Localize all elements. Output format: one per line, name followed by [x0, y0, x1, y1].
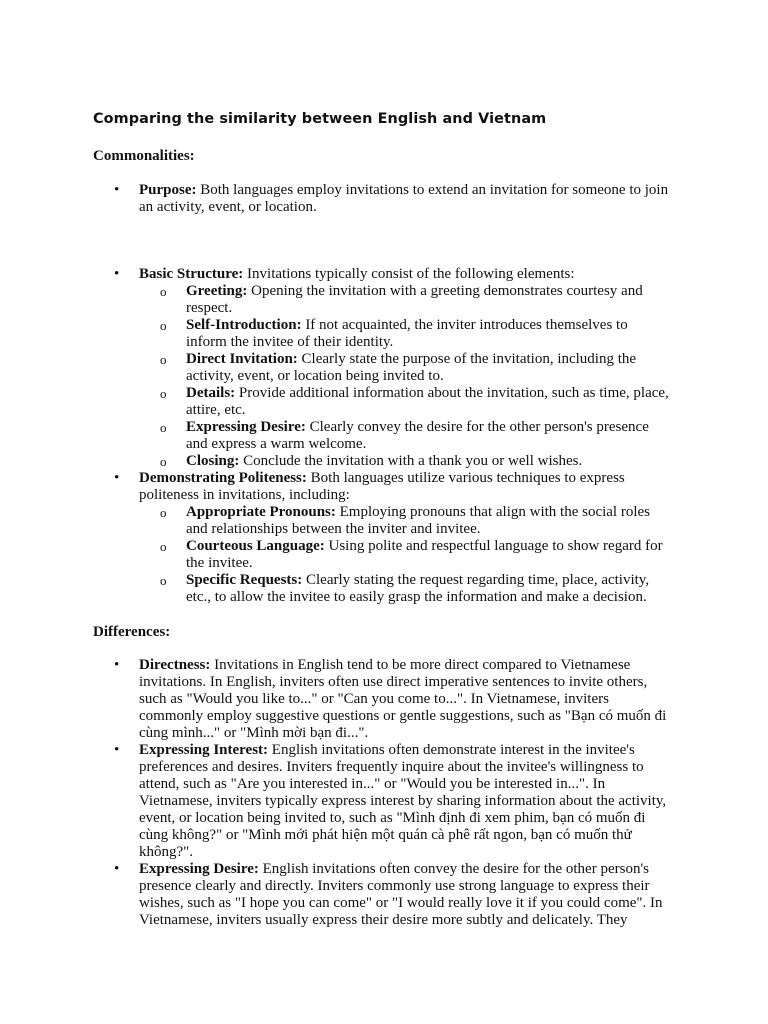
item-term: Greeting: — [186, 283, 248, 299]
item-term: Demonstrating Politeness: — [139, 470, 307, 486]
circle-bullet-icon: o — [160, 454, 167, 469]
sublist-item-details — [160, 385, 669, 419]
circle-bullet-icon: o — [160, 318, 167, 333]
circle-bullet-icon: o — [160, 386, 167, 401]
differences-heading: Differences: — [93, 624, 171, 640]
item-text: Using polite and respectful language to show regard for the invitee. — [186, 538, 663, 571]
list-item-expressing-desire — [0, 861, 669, 929]
list-item-purpose — [0, 182, 669, 216]
bullet-icon: • — [114, 470, 120, 486]
item-term: Self-Introduction: — [186, 317, 302, 333]
item-term: Direct Invitation: — [186, 351, 298, 367]
circle-bullet-icon: o — [160, 284, 167, 299]
item-text: Conclude the invitation with a thank you or well wishes. — [239, 453, 583, 469]
bullet-icon: • — [114, 861, 120, 877]
bullet-icon: • — [114, 266, 120, 282]
item-term: Appropriate Pronouns: — [186, 504, 336, 520]
item-term: Courteous Language: — [186, 538, 325, 554]
item-text: Clearly stating the request regarding time, place, activity, etc., to allow the invitee to easily grasp the information and make a decision. — [186, 572, 650, 605]
item-text: Clearly convey the desire for the other person's presence and express a warm welcome. — [186, 419, 649, 452]
item-term: Basic Structure: — [139, 266, 244, 282]
item-term: Closing: — [186, 453, 240, 469]
list-item-demonstrating-politeness — [0, 470, 669, 504]
item-text: Both languages utilize various techniques to express politeness in invitations, including: — [139, 470, 625, 503]
item-term: Directness: — [139, 657, 211, 673]
list-item-basic-structure — [0, 266, 669, 283]
item-text: Both languages employ invitations to extend an invitation for someone to join an activity, event, or location. — [139, 182, 669, 215]
sublist-container — [0, 283, 768, 470]
item-text: Invitations typically consist of the following elements: — [243, 266, 575, 282]
item-term: Purpose: — [139, 182, 197, 198]
circle-bullet-icon: o — [160, 505, 167, 520]
bullet-icon: • — [114, 742, 120, 758]
item-text: English invitations often convey the desire for the other person's presence clearly and directly. Inviters commonly use strong language to express their wishes, such as "I hope you can come" or "I would really love it if you could come". In Vietnamese, inviters usually express their desire more subtly and delicately. They — [139, 861, 663, 928]
item-text: English invitations often demonstrate interest in the invitee's preferences and desires. Inviters frequently inquire about the invitee's willingness to attend, such as "Are you interested in..." or "Would you be interested in...". In Vietnamese, inviters typically express interest by sharing information about the activity, event, or location being invited to, such as "Mình định đi xem phim, bạn có muốn đi cùng không?" or "Mình mới phát hiện một quán cà phê rất ngon, bạn có muốn thử không?". — [139, 742, 667, 860]
item-term: Specific Requests: — [186, 572, 303, 588]
sublist-item-greeting — [160, 283, 669, 317]
item-text: If not acquainted, the inviter introduces themselves to inform the invitee of their identity. — [186, 317, 628, 350]
circle-bullet-icon: o — [160, 573, 167, 588]
commonalities-list — [0, 266, 768, 606]
sublist-item-courteous-language — [160, 538, 669, 572]
item-text: Provide additional information about the invitation, such as time, place, attire, etc. — [186, 385, 669, 418]
item-text: Employing pronouns that align with the social roles and relationships between the inviter and invitee. — [186, 504, 651, 537]
circle-bullet-icon: o — [160, 539, 167, 554]
basic-structure-sublist — [0, 283, 768, 470]
item-term: Expressing Interest: — [139, 742, 269, 758]
politeness-sublist — [0, 504, 768, 606]
sublist-item-closing — [160, 453, 669, 470]
sublist-item-self-introduction — [160, 317, 669, 351]
list-item-directness — [0, 657, 669, 742]
item-term: Details: — [186, 385, 236, 401]
bullet-icon: • — [114, 182, 120, 198]
bullet-icon: • — [114, 657, 120, 673]
item-term: Expressing Desire: — [186, 419, 306, 435]
sublist-container — [0, 504, 768, 606]
item-text: Opening the invitation with a greeting demonstrates courtesy and respect. — [186, 283, 643, 316]
sublist-item-direct-invitation — [160, 351, 669, 385]
commonalities-list-purpose — [0, 182, 768, 216]
list-item-expressing-interest — [0, 742, 669, 861]
circle-bullet-icon: o — [160, 352, 167, 367]
differences-list — [0, 657, 768, 929]
item-term: Expressing Desire: — [139, 861, 259, 877]
sublist-item-expressing-desire — [160, 419, 669, 453]
item-text: Invitations in English tend to be more direct compared to Vietnamese invitations. In English, inviters often use direct imperative sentences to invite others, such as "Would you like to..." or "Can you come to...". In Vietnamese, inviters commonly employ suggestive questions or gentle suggestions, such as "Bạn có muốn đi cùng mình..." or "Mình mời bạn đi...". — [139, 657, 667, 741]
circle-bullet-icon: o — [160, 420, 167, 435]
sublist-item-specific-requests — [160, 572, 669, 606]
item-text: Clearly state the purpose of the invitation, including the activity, event, or location being invited to. — [186, 351, 637, 384]
sublist-item-appropriate-pronouns — [160, 504, 669, 538]
commonalities-heading: Commonalities: — [93, 148, 195, 164]
document-title: Comparing the similarity between English and Vietnam — [93, 111, 547, 127]
